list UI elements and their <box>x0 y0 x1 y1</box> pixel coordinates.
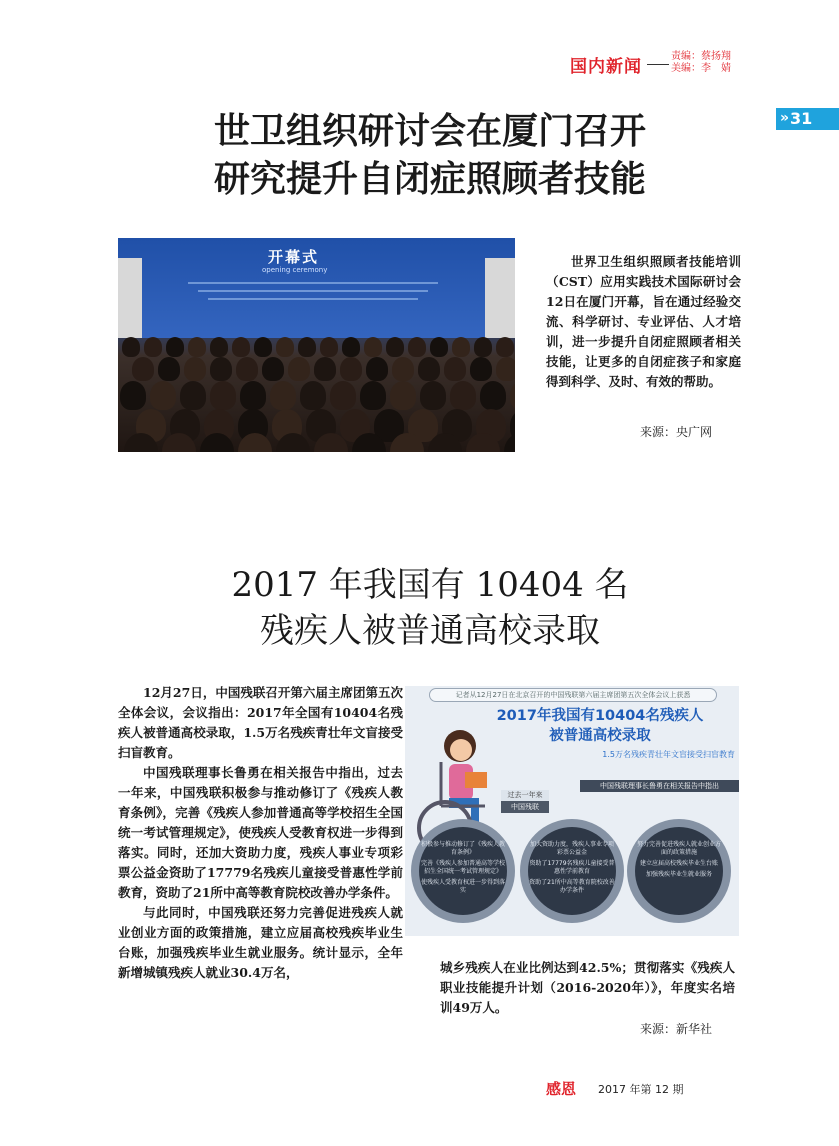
article2-paragraph: 12月27日，中国残联召开第六届主席团第五次全体会议，会议指出：2017年全国有10404名残疾人被普通高校录取，1.5万名残疾青壮年文盲接受扫盲教育。 <box>118 685 403 760</box>
article2-paragraph: 与此同时，中国残联还努力完善促进残疾人就业创业方面的政策措施，建立应届高校残疾毕业生台账，加强残疾毕业生就业服务。统计显示，全年新增城镇残疾人就业30.4万名， <box>118 905 403 980</box>
audience-head <box>496 357 515 381</box>
header-divider <box>647 64 669 65</box>
circle-point: 资助了17779名残疾儿童接受普惠性学前教育 <box>529 860 615 875</box>
audience-head <box>444 357 466 381</box>
infographic-ribbon: 中国残联理事长鲁勇在相关报告中指出 <box>580 780 739 792</box>
article1-source: 来源：央广网 <box>640 425 713 439</box>
audience-head <box>510 381 515 410</box>
audience-head <box>270 381 296 410</box>
audience-head <box>254 337 272 357</box>
audience-head <box>132 357 154 381</box>
designer-name: 美编：李 婧 <box>671 63 731 74</box>
audience-head <box>144 337 162 357</box>
article1-photo <box>118 238 515 452</box>
circle-point: 建立应届高校残疾毕业生台账 <box>639 860 718 867</box>
infographic-top-note: 记者从12月27日在北京召开的中国残联第六届主席团第五次全体会议上获悉 <box>429 688 717 702</box>
page-number: 31 <box>790 109 813 128</box>
article1-lead: 世界卫生组织照顾者技能培训（CST）应用实践技术国际研讨会12日在厦门开幕，旨在通过经验交流、科学研讨、专业评估、人才培训，进一步提升自闭症照顾者相关技能，让更多的自闭症孩子和家庭得到科学、及时、有效的帮助。 <box>546 254 741 389</box>
audience-head <box>504 433 515 452</box>
audience-head <box>470 357 492 381</box>
page-number-tab <box>776 108 839 130</box>
magazine-logo: 感恩 <box>546 1080 577 1098</box>
circle-point: 使残疾人受教育权进一步得到落实 <box>420 879 505 894</box>
audience-head <box>188 337 206 357</box>
infographic-title <box>465 706 735 746</box>
infographic-title-line1: 2017年我国有10404名残疾人 <box>496 708 704 724</box>
circle-point: 资助了21所中高等教育院校改善办学条件 <box>529 879 615 894</box>
audience-head <box>320 337 338 357</box>
audience-head <box>430 337 448 357</box>
audience-head <box>366 357 388 381</box>
audience-head <box>300 381 326 410</box>
issue-number: 2017 年第 12 期 <box>598 1083 684 1096</box>
article2-source: 来源：新华社 <box>640 1022 713 1036</box>
audience-head <box>298 337 316 357</box>
audience-head <box>452 337 470 357</box>
infographic-subtitle: 1.5万名残疾青壮年文盲接受扫盲教育 <box>602 750 735 759</box>
audience-head <box>288 357 310 381</box>
audience-head <box>420 381 446 410</box>
circle-point: 加大资助力度，残疾人事业专项彩票公益金 <box>529 841 614 856</box>
audience-head <box>314 357 336 381</box>
circle-point: 完善《残疾人参加普通高等学校招生全国统一考试管理规定》 <box>420 860 505 875</box>
audience <box>118 333 515 452</box>
infographic-circle <box>627 819 731 923</box>
audience-head <box>360 381 386 410</box>
stage-backdrop <box>118 238 515 338</box>
section-title: 国内新闻 <box>570 57 642 77</box>
audience-head <box>166 337 184 357</box>
audience-head <box>210 337 228 357</box>
infographic-circle <box>520 819 624 923</box>
article2-continuation: 城乡残疾人在业比例达到42.5%；贯彻落实《残疾人职业技能提升计划（2016-2020年）》，年度实名培训49万人。 <box>440 960 735 1015</box>
audience-head <box>276 337 294 357</box>
audience-head <box>390 381 416 410</box>
circle-point: 努力完善促进残疾人就业创业方面的政策措施 <box>636 841 721 856</box>
article2-title-line1: 2017 年我国有 10404 名 <box>231 565 629 605</box>
infographic <box>405 686 739 936</box>
audience-head <box>180 381 206 410</box>
audience-head <box>150 381 176 410</box>
audience-head <box>392 357 414 381</box>
infographic-org-tab: 中国残联 <box>501 801 549 813</box>
article2-title <box>140 562 720 654</box>
audience-head <box>450 381 476 410</box>
audience-head <box>210 381 236 410</box>
article2-body <box>118 683 403 983</box>
audience-head <box>210 357 232 381</box>
audience-head <box>340 357 362 381</box>
audience-head <box>240 381 266 410</box>
circle-point: 加强残疾毕业生就业服务 <box>645 871 712 878</box>
article1-title-line1: 世卫组织研讨会在厦门召开 <box>213 111 646 152</box>
audience-head <box>122 337 140 357</box>
audience-head <box>342 337 360 357</box>
audience-head <box>386 337 404 357</box>
audience-head <box>262 357 284 381</box>
article1-title-line2: 研究提升自闭症照顾者技能 <box>213 159 646 200</box>
article2-paragraph: 中国残联理事长鲁勇在相关报告中指出，过去一年来，中国残联积极参与推动修订了《残疾人教育条例》，完善《残疾人参加普通高等学校招生全国统一考试管理规定》，使残疾人受教育权进一步得到落实。同时，还加大资助力度，残疾人事业专项彩票公益金资助了17779名残疾儿童接受普惠性学前教育，资助了21所中高等教育院校改善办学条件。 <box>118 765 403 900</box>
audience-head <box>184 357 206 381</box>
article2-title-line2: 残疾人被普通高校录取 <box>260 611 600 651</box>
audience-head <box>236 357 258 381</box>
audience-head <box>496 337 514 357</box>
audience-head <box>474 337 492 357</box>
infographic-circle <box>411 819 515 923</box>
editor-credits <box>671 51 731 75</box>
circle-point: 积极参与推动修订了《残疾人教育条例》 <box>420 841 505 856</box>
audience-head <box>158 357 180 381</box>
audience-head <box>330 381 356 410</box>
stage-banner-title: 开幕式 <box>268 248 320 266</box>
infographic-title-line2: 被普通高校录取 <box>549 728 651 744</box>
audience-head <box>120 381 146 410</box>
double-chevron-icon: » <box>780 110 790 126</box>
infographic-period-tab: 过去一年来 <box>501 790 549 801</box>
audience-head <box>418 357 440 381</box>
audience-head <box>480 381 506 410</box>
stage-banner-subtitle: opening ceremony <box>262 266 328 274</box>
audience-head <box>364 337 382 357</box>
audience-head <box>232 337 250 357</box>
audience-head <box>408 337 426 357</box>
editor-name: 责编：蔡扬翔 <box>671 51 731 62</box>
article1-title <box>140 108 720 204</box>
